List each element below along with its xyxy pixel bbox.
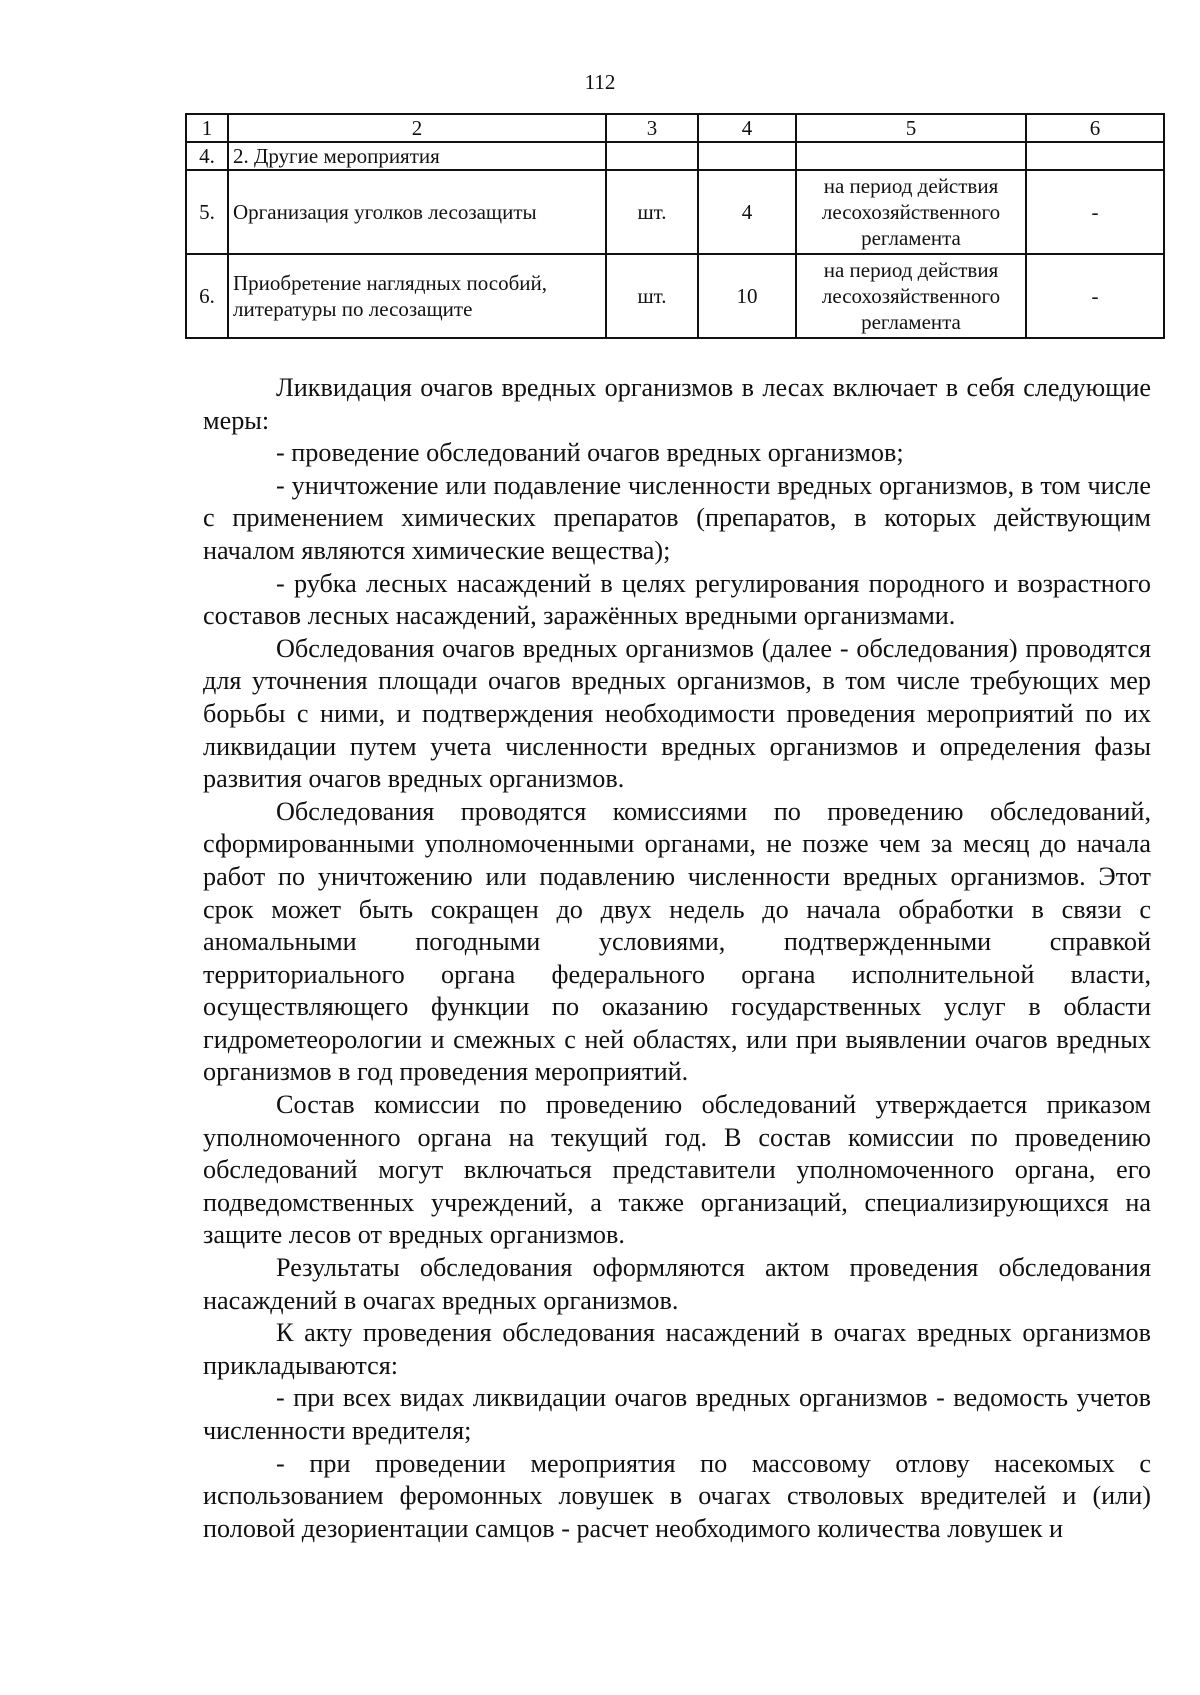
header-cell: 1 (186, 114, 228, 142)
header-cell: 4 (698, 114, 796, 142)
paragraph: - проведение обследований очагов вредных организмов; (276, 438, 904, 468)
header-cell: 2 (228, 114, 606, 142)
header-cell: 3 (606, 114, 698, 142)
row-unit: шт. (606, 170, 698, 254)
row-qty: 4 (698, 170, 796, 254)
row-period: на период действия лесохозяйственного регламента (796, 254, 1026, 338)
row-unit: шт. (606, 254, 698, 338)
row-note: - (1026, 170, 1164, 254)
paragraph: Результаты обследования оформляются актом проведения обследования насаждений в очагах вредных организмов. (203, 1253, 1151, 1315)
paragraph: - рубка лесных насаждений в целях регулирования породного и возрастного составов лесных насаждений, заражённых вредными организмами. (203, 568, 1151, 631)
header-cell: 5 (796, 114, 1026, 142)
paragraph: Обследования проводятся комиссиями по проведению обследований, сформированными уполномоченными органами, не позже чем за месяц до начала работ по уничтожению или подавлению численности вредных организмов. Этот срок может быть сокращен до двух недель до начала обработки в связи с аномальными погодными условиями, подтвержденными справкой территориального органа федерального органа исполнительной власти, осуществляющего функции по оказанию государственных услуг в области гидрометеорологии и смежных с ней областях, или при выявлении очагов вредных организмов в год проведения мероприятий. (203, 796, 1151, 1087)
row-name: 2. Другие мероприятия (228, 142, 606, 170)
table-row (186, 254, 1164, 338)
paragraph: - уничтожение или подавление численности вредных организмов, в том числе с применением химических препаратов (препаратов, в которых действующим началом являются химические вещества); (203, 470, 1151, 565)
paragraph: К акту проведения обследования насаждений в очагах вредных организмов прикладываются: (203, 1318, 1151, 1380)
row-qty (698, 142, 796, 170)
page-number: 112 (584, 70, 616, 94)
row-qty: 10 (698, 254, 796, 338)
row-name: Организация уголков лесозащиты (228, 170, 606, 254)
row-note (1026, 142, 1164, 170)
paragraph: Обследования очагов вредных организмов (далее - обследования) проводятся для уточнения площади очагов вредных организмов, в том числе требующих мер борьбы с ними, и подтверждения необходимости проведения мероприятий по их ликвидации путем учета численности вредных организмов и определения фазы развития очагов вредных организмов. (203, 633, 1151, 794)
table-row (186, 170, 1164, 254)
paragraph: - при проведении мероприятия по массовому отлову насекомых с использованием феромонных ловушек в очагах стволовых вредителей и (или) половой дезориентации самцов - расчет необходимого количества ловушек и (203, 1448, 1151, 1543)
row-period: на период действия лесохозяйственного регламента (796, 170, 1026, 254)
table-header-row (186, 114, 1164, 142)
row-number: 4. (186, 142, 228, 170)
row-period (796, 142, 1026, 170)
paragraph: Ликвидация очагов вредных организмов в лесах включает в себя следующие меры: (203, 373, 1151, 435)
row-unit (606, 142, 698, 170)
paragraph: Состав комиссии по проведению обследований утверждается приказом уполномоченного органа на текущий год. В состав комиссии по проведению обследований могут включаться представители уполномоченного органа, его подведомственных учреждений, а также организаций, специализирующихся на защите лесов от вредных организмов. (203, 1090, 1151, 1250)
row-number: 6. (186, 254, 228, 338)
row-note: - (1026, 254, 1164, 338)
row-number: 5. (186, 170, 228, 254)
row-name: Приобретение наглядных пособий, литературы по лесозащите (228, 254, 606, 338)
table-row (186, 142, 1164, 170)
header-cell: 6 (1026, 114, 1164, 142)
paragraph: - при всех видах ликвидации очагов вредных организмов - ведомость учетов численности вредителя; (203, 1383, 1151, 1445)
body-text (203, 372, 1151, 1545)
measures-table (185, 113, 1165, 339)
